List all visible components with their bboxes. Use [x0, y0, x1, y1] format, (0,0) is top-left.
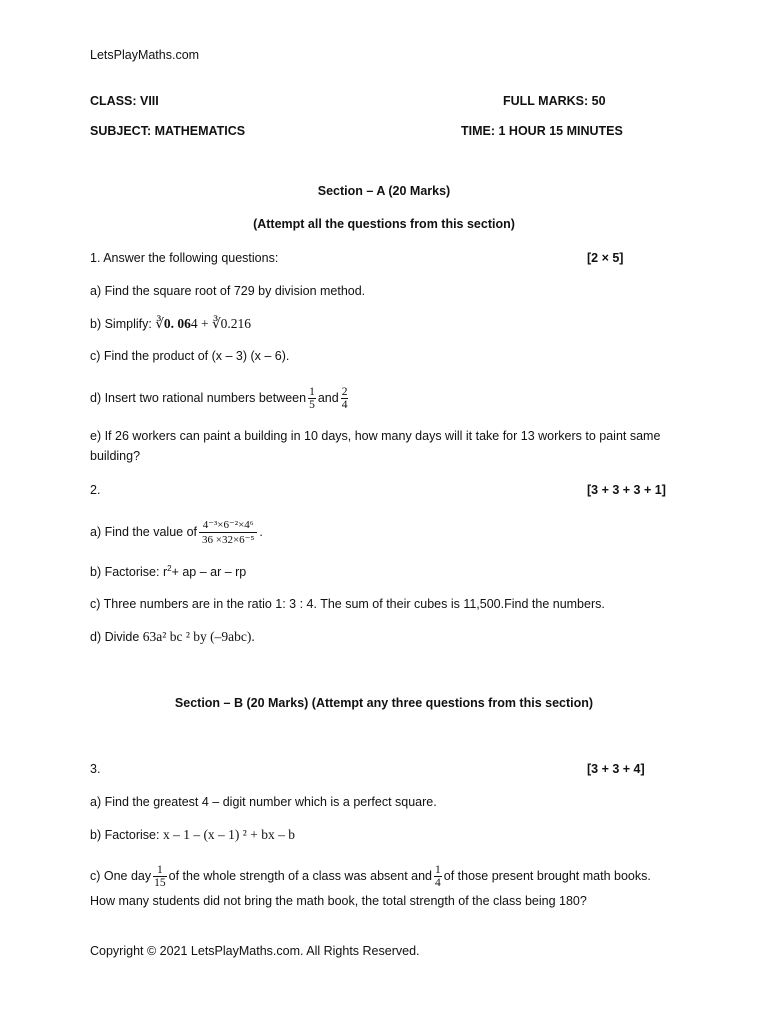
q2-b-expr-post: + ap – ar – rp	[171, 565, 247, 579]
time-label: TIME: 1 HOUR 15 MINUTES	[461, 124, 623, 138]
q1-b-expr-rest: 4 + ∛0.216	[190, 316, 251, 331]
q3-marks: [3 + 3 + 4]	[587, 762, 645, 776]
q1-d-fraction-1	[308, 386, 316, 411]
q1-d	[90, 383, 350, 413]
q1-d-text: d) Insert two rational numbers between	[90, 391, 307, 405]
q3-c-frac2-den: 4	[435, 877, 441, 890]
q2-a-den: 36 ×32×6⁻⁵	[202, 534, 255, 547]
q2-d-label: d) Divide	[90, 630, 143, 644]
q3-b-expr: x – 1 – (x – 1) ² + bx – b	[162, 827, 295, 842]
q3-c-frac1-den: 15	[154, 877, 166, 890]
q3-a: a) Find the greatest 4 – digit number which is a perfect square.	[90, 795, 437, 809]
q1-c: c) Find the product of (x – 3) (x – 6).	[90, 349, 290, 363]
section-a-title: Section – A (20 Marks)	[317, 184, 451, 198]
q1-b-root-1: ∛	[155, 316, 164, 331]
q2-a-num: 4⁻³×6⁻²×4⁶	[199, 518, 257, 533]
q1-b-label: b) Simplify:	[90, 317, 156, 331]
q3-c	[90, 861, 651, 891]
section-b-title: Section – B (20 Marks) (Attempt any three questions from this section)	[174, 696, 594, 710]
q1-b	[90, 316, 251, 332]
q1-marks: [2 × 5]	[587, 251, 624, 265]
q1-d-and: and	[317, 391, 339, 405]
section-a-instruction: (Attempt all the questions from this section)	[253, 217, 515, 231]
q3-c-text3: of those present brought math books.	[443, 869, 651, 883]
q2-d-expr: 63a² bc ² by (–9abc).	[142, 629, 255, 644]
q2-a-fraction	[199, 518, 257, 547]
q1-d-frac2-num: 2	[341, 386, 348, 399]
q2-b-label: b) Factorise:	[90, 565, 163, 579]
q2-marks: [3 + 3 + 3 + 1]	[587, 483, 666, 497]
class-label: CLASS: VIII	[90, 94, 159, 108]
q1-a: a) Find the square root of 729 by division method.	[90, 284, 366, 298]
q2-prompt: 2.	[90, 483, 101, 497]
q2-a-text: a) Find the value of	[90, 525, 198, 539]
q1-d-frac1-num: 1	[309, 386, 315, 399]
subject-label: SUBJECT: MATHEMATICS	[90, 124, 246, 138]
q1-d-frac2-den: 4	[341, 399, 348, 412]
q1-b-expr-bold: 0. 06	[163, 316, 191, 331]
q1-e-line1: e) If 26 workers can paint a building in 10 days, how many days will it take for 13 workers to paint same	[90, 429, 661, 443]
q1-e-line2: building?	[90, 449, 141, 463]
q2-b	[90, 564, 246, 580]
q3-b	[90, 827, 295, 843]
site-name: LetsPlayMaths.com	[90, 48, 200, 62]
q3-c-text1: c) One day	[90, 869, 152, 883]
q3-prompt: 3.	[90, 762, 101, 776]
q2-a	[90, 512, 263, 552]
q2-d	[90, 629, 255, 645]
q2-b-expr-pre: r	[162, 565, 168, 579]
q3-b-label: b) Factorise:	[90, 828, 163, 842]
full-marks-label: FULL MARKS: 50	[503, 94, 606, 108]
q3-c-line2: How many students did not bring the math book, the total strength of the class being 180?	[90, 894, 587, 908]
q2-c: c) Three numbers are in the ratio 1: 3 : 4. The sum of their cubes is 11,500.Find the numbers.	[90, 597, 605, 611]
q1-d-fraction-2	[341, 386, 349, 411]
q3-c-fraction-2	[434, 864, 442, 889]
q3-c-fraction-1	[153, 864, 167, 889]
q2-a-tail: .	[259, 525, 263, 539]
q3-c-frac1-num: 1	[153, 864, 167, 877]
copyright: Copyright © 2021 LetsPlayMaths.com. All Rights Reserved.	[90, 944, 420, 958]
q3-c-text2: of the whole strength of a class was absent and	[168, 869, 432, 883]
q1-d-frac1-den: 5	[309, 399, 315, 412]
q3-c-frac2-num: 1	[435, 864, 441, 877]
q1-prompt: 1. Answer the following questions:	[90, 251, 279, 265]
q2-b-expr-sup: 2	[167, 563, 172, 573]
